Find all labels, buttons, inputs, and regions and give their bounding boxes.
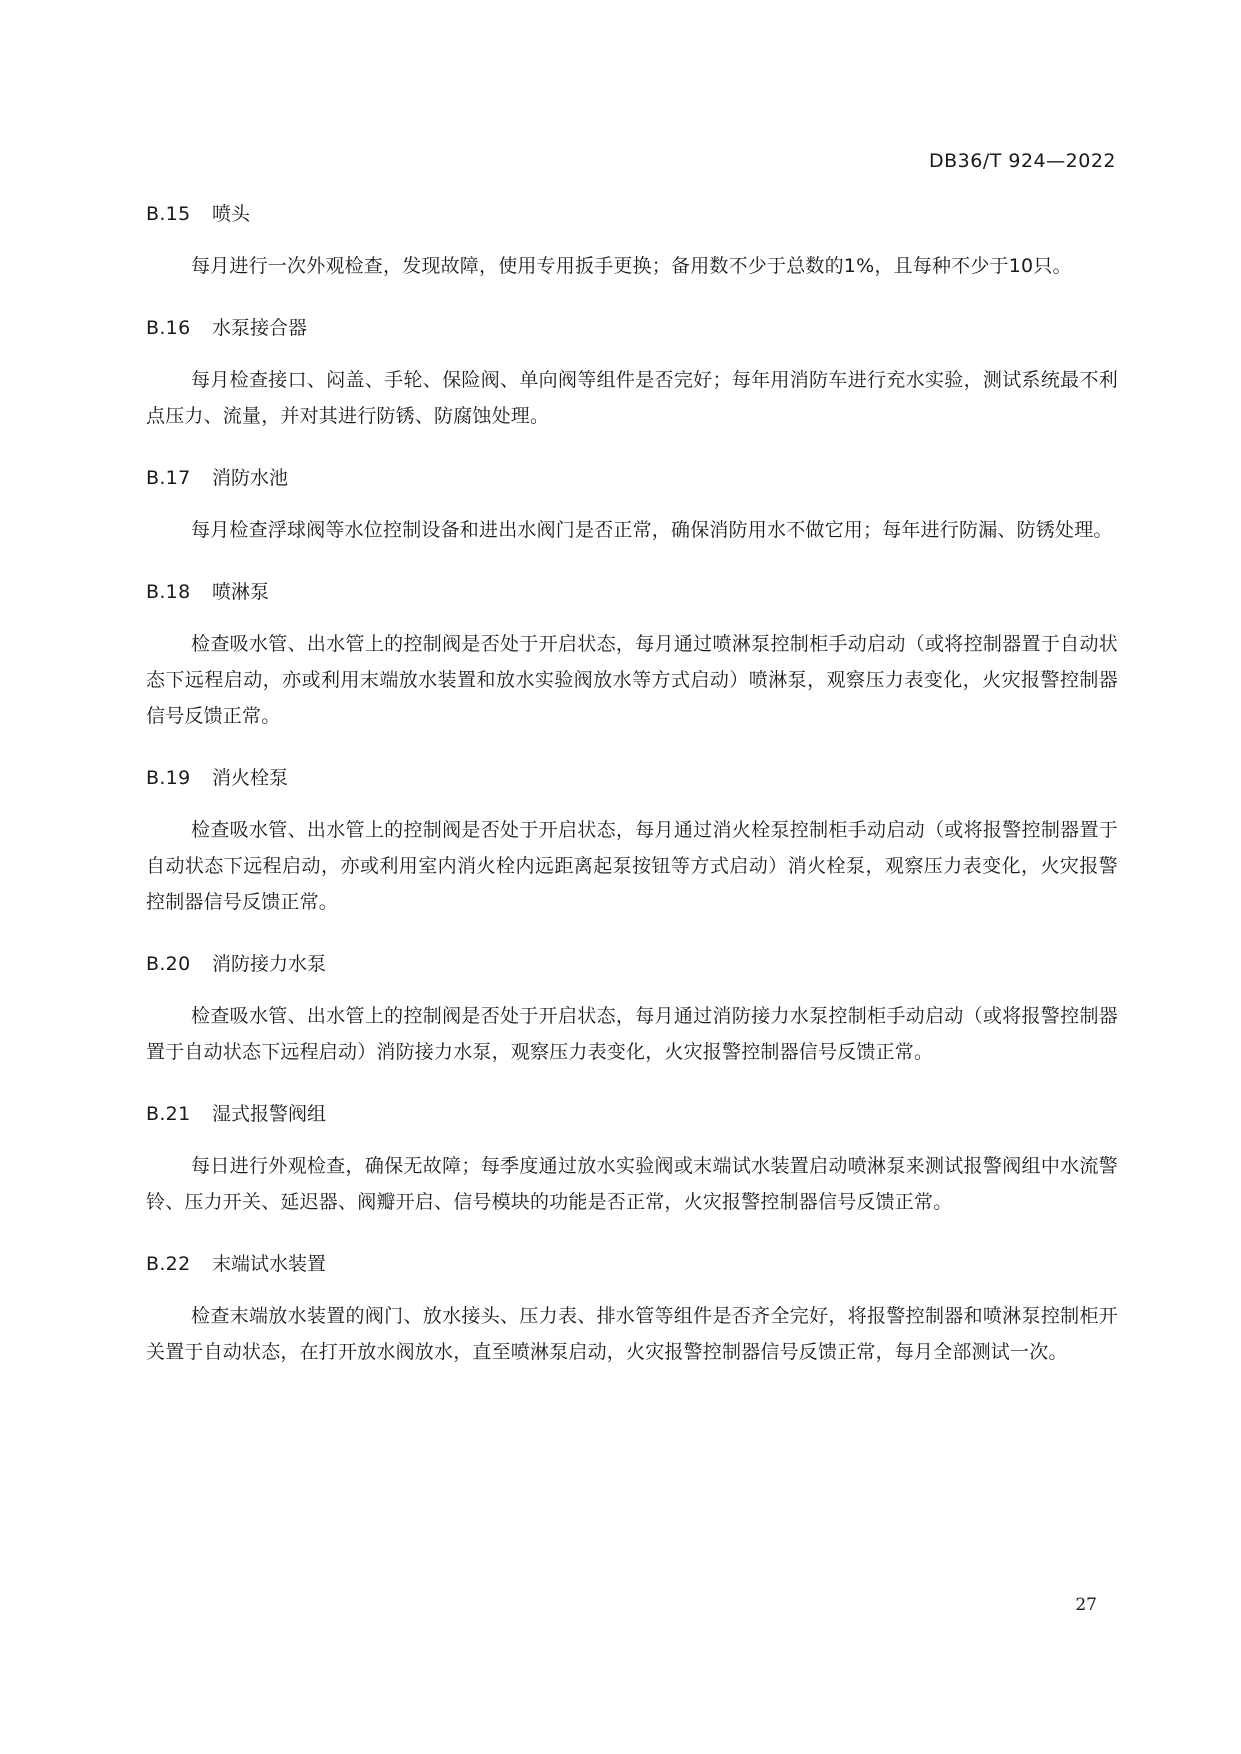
section-number: B.15 xyxy=(146,203,191,225)
section-paragraph: 检查吸水管、出水管上的控制阀是否处于开启状态，每月通过喷淋泵控制柜手动启动（或将控制器置于自动状态下远程启动，亦或利用末端放水装置和放水实验阀放水等方式启动）喷淋泵，观察压力表变化，火灾报警控制器信号反馈正常。 xyxy=(146,633,1118,727)
section-heading xyxy=(146,948,1118,980)
section-number: B.22 xyxy=(146,1253,191,1275)
section-paragraph: 检查吸水管、出水管上的控制阀是否处于开启状态，每月通过消火栓泵控制柜手动启动（或将报警控制器置于自动状态下远程启动，亦或利用室内消火栓内远距离起泵按钮等方式启动）消火栓泵，观察压力表变化，火灾报警控制器信号反馈正常。 xyxy=(146,819,1118,913)
section-number: B.16 xyxy=(146,317,191,339)
section-number: B.17 xyxy=(146,467,191,489)
section-paragraph: 每月进行一次外观检查，发现故障，使用专用扳手更换；备用数不少于总数的1%，且每种不少于10只。 xyxy=(191,255,1072,277)
section-b22 xyxy=(146,1248,1118,1398)
section-b19 xyxy=(146,762,1118,948)
section-title: 末端试水装置 xyxy=(212,1253,327,1275)
section-number: B.18 xyxy=(146,581,191,603)
section-heading xyxy=(146,312,1118,344)
section-b16 xyxy=(146,312,1118,462)
section-title: 消防接力水泵 xyxy=(212,953,327,975)
section-title: 喷头 xyxy=(212,203,251,225)
section-heading xyxy=(146,1248,1118,1280)
section-b21 xyxy=(146,1098,1118,1248)
section-b18 xyxy=(146,576,1118,762)
section-b20 xyxy=(146,948,1118,1098)
section-paragraph: 每月检查浮球阀等水位控制设备和进出水阀门是否正常，确保消防用水不做它用；每年进行防漏、防锈处理。 xyxy=(191,519,1113,541)
section-paragraph: 每日进行外观检查，确保无故障；每季度通过放水实验阀或末端试水装置启动喷淋泵来测试报警阀组中水流警铃、压力开关、延迟器、阀瓣开启、信号模块的功能是否正常，火灾报警控制器信号反馈正常。 xyxy=(146,1155,1118,1213)
page-number: 27 xyxy=(1075,1595,1097,1615)
section-heading xyxy=(146,576,1118,608)
document-code-header: DB36/T 924—2022 xyxy=(928,150,1116,172)
section-paragraph: 每月检查接口、闷盖、手轮、保险阀、单向阀等组件是否完好；每年用消防车进行充水实验，测试系统最不利点压力、流量，并对其进行防锈、防腐蚀处理。 xyxy=(146,369,1118,427)
document-content xyxy=(146,198,1118,1398)
section-number: B.21 xyxy=(146,1103,191,1125)
section-number: B.19 xyxy=(146,767,191,789)
section-heading xyxy=(146,462,1118,494)
section-paragraph: 检查末端放水装置的阀门、放水接头、压力表、排水管等组件是否齐全完好，将报警控制器和喷淋泵控制柜开关置于自动状态，在打开放水阀放水，直至喷淋泵启动，火灾报警控制器信号反馈正常，每月全部测试一次。 xyxy=(146,1305,1118,1363)
section-heading xyxy=(146,198,1118,230)
section-number: B.20 xyxy=(146,953,191,975)
section-title: 消火栓泵 xyxy=(212,767,289,789)
section-b15 xyxy=(146,198,1118,312)
section-title: 消防水池 xyxy=(212,467,289,489)
section-title: 水泵接合器 xyxy=(212,317,308,339)
section-title: 湿式报警阀组 xyxy=(212,1103,327,1125)
section-heading xyxy=(146,1098,1118,1130)
section-title: 喷淋泵 xyxy=(212,581,270,603)
section-heading xyxy=(146,762,1118,794)
section-b17 xyxy=(146,462,1118,576)
section-paragraph: 检查吸水管、出水管上的控制阀是否处于开启状态，每月通过消防接力水泵控制柜手动启动（或将报警控制器置于自动状态下远程启动）消防接力水泵，观察压力表变化，火灾报警控制器信号反馈正常。 xyxy=(146,1005,1118,1063)
